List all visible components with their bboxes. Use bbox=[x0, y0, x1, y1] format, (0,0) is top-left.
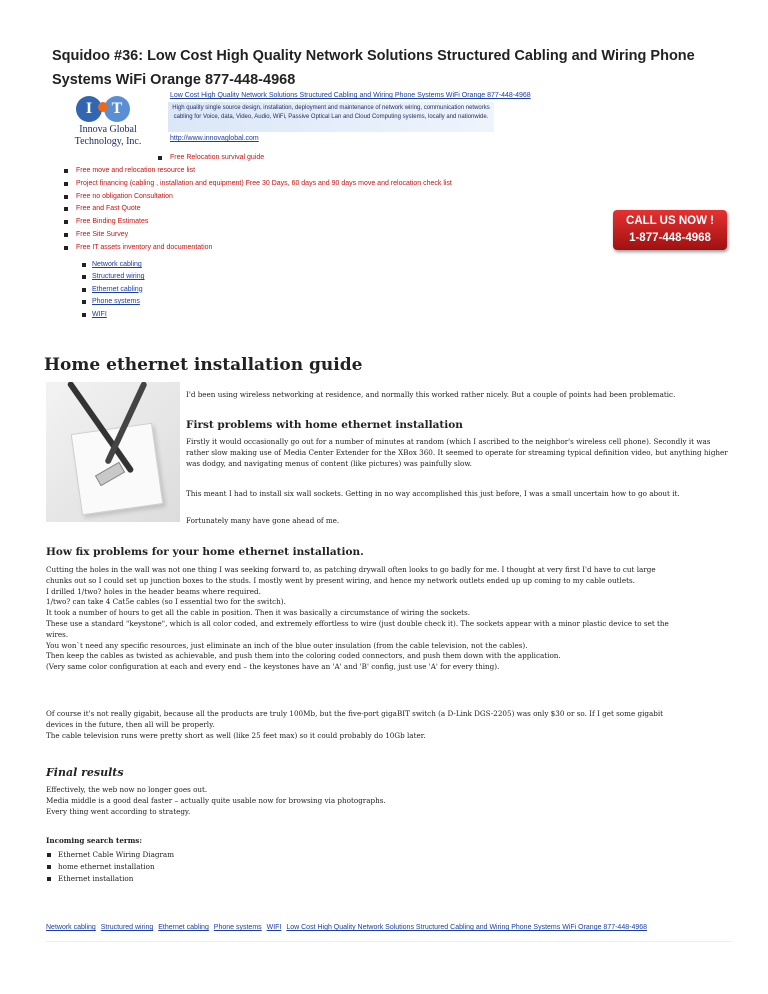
call-us-phone: 1-877-448-4968 bbox=[629, 232, 711, 244]
list-item: Ethernet installation bbox=[46, 873, 174, 885]
footer-divider bbox=[46, 941, 732, 942]
text-line: (Very same color configuration at each and every end – the keystones have an 'A' and 'B' config, just use 'A' for every thing). bbox=[46, 662, 500, 672]
text-line: Effectively, the web now no longer goes out. bbox=[46, 785, 208, 794]
text-line: devices in the future, then all will be properly. bbox=[46, 719, 215, 729]
banner-title-link[interactable]: Low Cost High Quality Network Solutions Structured Cabling and Wiring Phone Systems WiFi Orange 877-448-4968 bbox=[170, 92, 531, 99]
final-results-heading: Final results bbox=[46, 766, 124, 779]
intro-paragraph: I'd been using wireless networking at residence, and normally this worked rather nicely. But a couple of points had been problematic. bbox=[186, 390, 676, 399]
list-item bbox=[80, 271, 145, 283]
banner-text: High quality single source design, installation, deployment and maintenance of network wiring, communication networks cabling for Voice, data, Video, Audio, WiFi, Passive Optical Lan and Cloud Computing systems, locally and nationwide. bbox=[172, 105, 490, 120]
text-line: I drilled 1/two? holes in the header beams where required. bbox=[46, 586, 261, 596]
logo-letter-t: T bbox=[104, 96, 130, 122]
ethernet-cabling-link[interactable]: Ethernet cabling bbox=[92, 285, 143, 293]
list-item bbox=[80, 284, 145, 296]
footer-links bbox=[46, 924, 650, 931]
footer-structured-wiring-link[interactable]: Structured wiring bbox=[100, 924, 154, 931]
list-item bbox=[80, 259, 145, 271]
body-block bbox=[46, 709, 736, 741]
footer-network-cabling-link[interactable]: Network cabling bbox=[46, 924, 96, 931]
text-line: You won`t need any specific resources, just eliminate an inch of the blue outer insulation (from the cable television, not the cables). bbox=[46, 640, 528, 650]
footer-wifi-link[interactable]: WIFI bbox=[266, 924, 282, 931]
call-us-label: CALL US NOW ! bbox=[626, 215, 714, 227]
text-line: These use a standard "keystone", which is all color coded, and extremely effortless to wire (just double check it). The sockets appear with a minor plastic device to set the bbox=[46, 618, 669, 628]
network-cabling-link[interactable]: Network cabling bbox=[92, 261, 142, 268]
page-title: Squidoo #36: Low Cost High Quality Network Solutions Structured Cabling and Wiring Phone Systems WiFi Orange 877-448-4968 bbox=[52, 48, 695, 88]
service-links bbox=[80, 259, 145, 321]
phone-systems-link[interactable]: Phone systems bbox=[92, 298, 140, 306]
company-logo bbox=[62, 96, 154, 154]
website-link[interactable]: http://www.innovaglobal.com bbox=[170, 135, 259, 142]
search-terms-heading: Incoming search terms: bbox=[46, 836, 142, 845]
footer-title-link[interactable]: Low Cost High Quality Network Solutions Structured Cabling and Wiring Phone Systems WiFi Orange 877-448-4968 bbox=[286, 924, 648, 931]
list-item[interactable]: Free Site Survey bbox=[62, 229, 452, 242]
logo-name bbox=[62, 124, 154, 148]
paragraph: Firstly it would occasionally go out for a number of minutes at random (which I ascribed to the neighbor's wireless cell phone). Secondly it was rather slow making use of Media Center Extender for the XBox 360. It seemed to operate for streaming typical definition video, but anything higher was dodgy, and navigating menus of content (like pictures) was painfully slow. bbox=[186, 437, 728, 468]
relocation-list bbox=[156, 152, 264, 165]
list-item: Ethernet Cable Wiring Diagram bbox=[46, 849, 174, 861]
list-item[interactable]: Free no obligation Consultation bbox=[62, 191, 452, 204]
structured-wiring-link[interactable]: Structured wiring bbox=[92, 273, 145, 281]
search-terms-list bbox=[46, 849, 174, 886]
text-line: Media middle is a good deal faster – actually quite usable now for browsing via photographs. bbox=[46, 795, 386, 805]
logo-letter-i: I bbox=[76, 96, 102, 122]
list-item[interactable]: Free Relocation survival guide bbox=[156, 152, 264, 165]
footer-phone-systems-link[interactable]: Phone systems bbox=[213, 924, 262, 931]
text-line: chunks out so I could set up junction boxes to the studs. I mostly went by present wiring, and hence my network outlets ended up up coming to my cable outlets. bbox=[46, 575, 635, 585]
resource-list bbox=[62, 165, 452, 255]
list-item[interactable]: Free IT assets inventory and documentation bbox=[62, 242, 452, 255]
logo-dot-icon bbox=[98, 102, 108, 112]
list-item bbox=[80, 296, 145, 308]
text-line: wires. bbox=[46, 629, 69, 639]
list-item[interactable]: Project financing (cabling , installation and equipment) Free 30 Days, 60 days and 90 days move and relocation check list bbox=[62, 178, 452, 191]
text-line: Every thing went according to strategy. bbox=[46, 806, 191, 816]
final-results-block bbox=[46, 785, 736, 817]
paragraph: This meant I had to install six wall sockets. Getting in no way accomplished this just before, I was a small uncertain how to go about it. bbox=[186, 489, 680, 498]
list-item bbox=[80, 309, 145, 321]
list-item[interactable]: Free and Fast Quote bbox=[62, 203, 452, 216]
text-line: Cutting the holes in the wall was not one thing I was seeking forward to, as patching drywall often looks to go badly for me. I thought at very first I'd have to cut large bbox=[46, 565, 656, 574]
text-line: Then keep the cables as twisted as achievable, and push them into the coloring coded connectors, and push them down with the application. bbox=[46, 651, 561, 661]
text-line: Of course it's not really gigabit, because all the products are truly 100Mb, but the five-port gigaBIT switch (a D-Link DGS-2205) was only $30 or so. If I get some gigabit bbox=[46, 709, 664, 718]
list-item[interactable]: Free move and relocation resource list bbox=[62, 165, 452, 178]
text-line: 1/two? can take 4 Cat5e cables (so I essential two for the switch). bbox=[46, 597, 286, 607]
logo-name-line1: Innova Global bbox=[79, 124, 137, 135]
subheading-first-problems: First problems with home ethernet installation bbox=[186, 419, 463, 431]
paragraph: Fortunately many have gone ahead of me. bbox=[186, 516, 340, 525]
text-line: The cable television runs were pretty short as well (like 25 feet max) so it could probably do 10Gb later. bbox=[46, 730, 426, 740]
call-us-button[interactable] bbox=[613, 210, 727, 250]
footer-ethernet-cabling-link[interactable]: Ethernet cabling bbox=[158, 924, 209, 931]
list-item[interactable]: Free Binding Estimates bbox=[62, 216, 452, 229]
wifi-link[interactable]: WIFI bbox=[92, 310, 107, 318]
article-title: Home ethernet installation guide bbox=[44, 355, 363, 375]
text-line: It took a number of hours to get all the cable in position. Then it was basically a circumstance of wiring the sockets. bbox=[46, 608, 471, 618]
ethernet-wallplate-photo bbox=[46, 382, 180, 522]
list-item: home ethernet installation bbox=[46, 861, 174, 873]
body-block bbox=[46, 565, 736, 673]
subheading-how-fix: How fix problems for your home ethernet installation. bbox=[46, 546, 364, 558]
banner bbox=[168, 102, 494, 132]
logo-name-line2: Technology, Inc. bbox=[74, 136, 142, 147]
